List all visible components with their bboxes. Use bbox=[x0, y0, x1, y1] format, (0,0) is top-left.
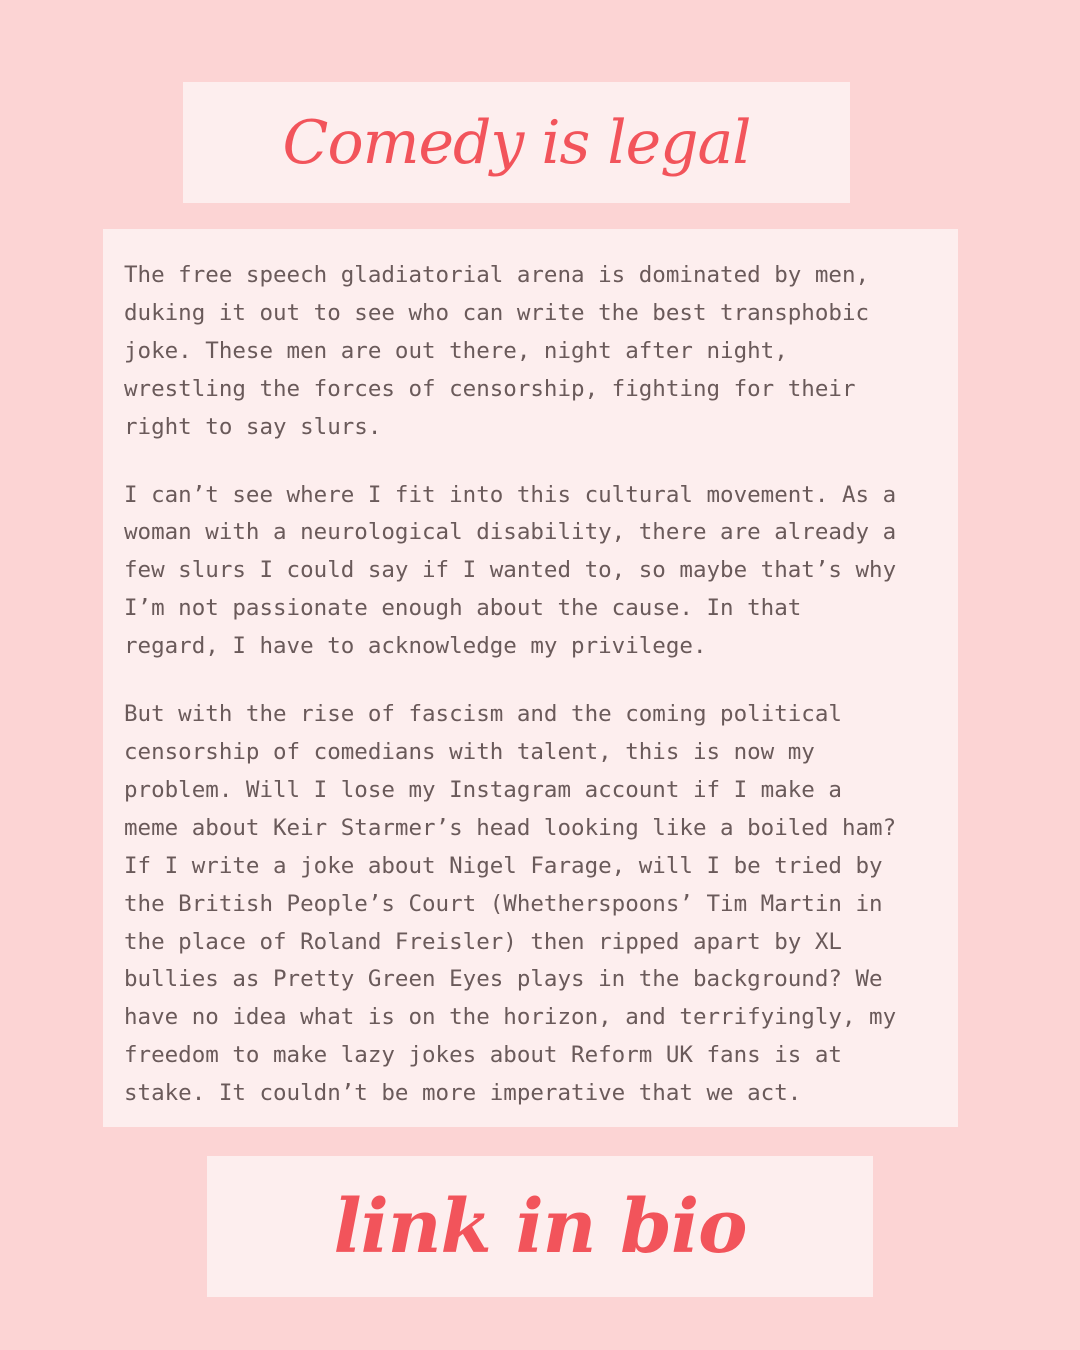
article-paragraph-2: I can’t see where I fit into this cultural movement. As a woman with a neurological disability, there are already a few slurs I could say if I wanted to, so maybe that’s why I’m not passionate enough about the cause. In that regard, I have to acknowledge my privilege. bbox=[124, 481, 897, 660]
article-panel bbox=[103, 229, 958, 1127]
cta-banner bbox=[207, 1156, 873, 1297]
article-paragraph-3: But with the rise of fascism and the coming political censorship of comedians with talent, this is now my problem. Will I lose my Instagram account if I make a meme about Keir Starmer’s head looking like a boiled ham? If I write a joke about Nigel Farage, will I be tried by the British People’s Court (Whetherspoons’ Tim Martin in the place of Roland Freisler) then ripped apart by XL bullies as Pretty Green Eyes plays in the background? We have no idea what is on the horizon, and terrifyingly, my freedom to make lazy jokes about Reform UK fans is at stake. It couldn’t be more imperative that we act. bbox=[124, 701, 897, 1107]
title-banner bbox=[183, 82, 850, 203]
article-paragraph-1: The free speech gladiatorial arena is dominated by men, duking it out to see who can write the best transphobic joke. These men are out there, night after night, wrestling the forces of censorship, fighting for their right to say slurs. bbox=[124, 262, 870, 440]
page-title: Comedy is legal bbox=[282, 107, 751, 178]
link-in-bio-text: link in bio bbox=[333, 1183, 747, 1270]
